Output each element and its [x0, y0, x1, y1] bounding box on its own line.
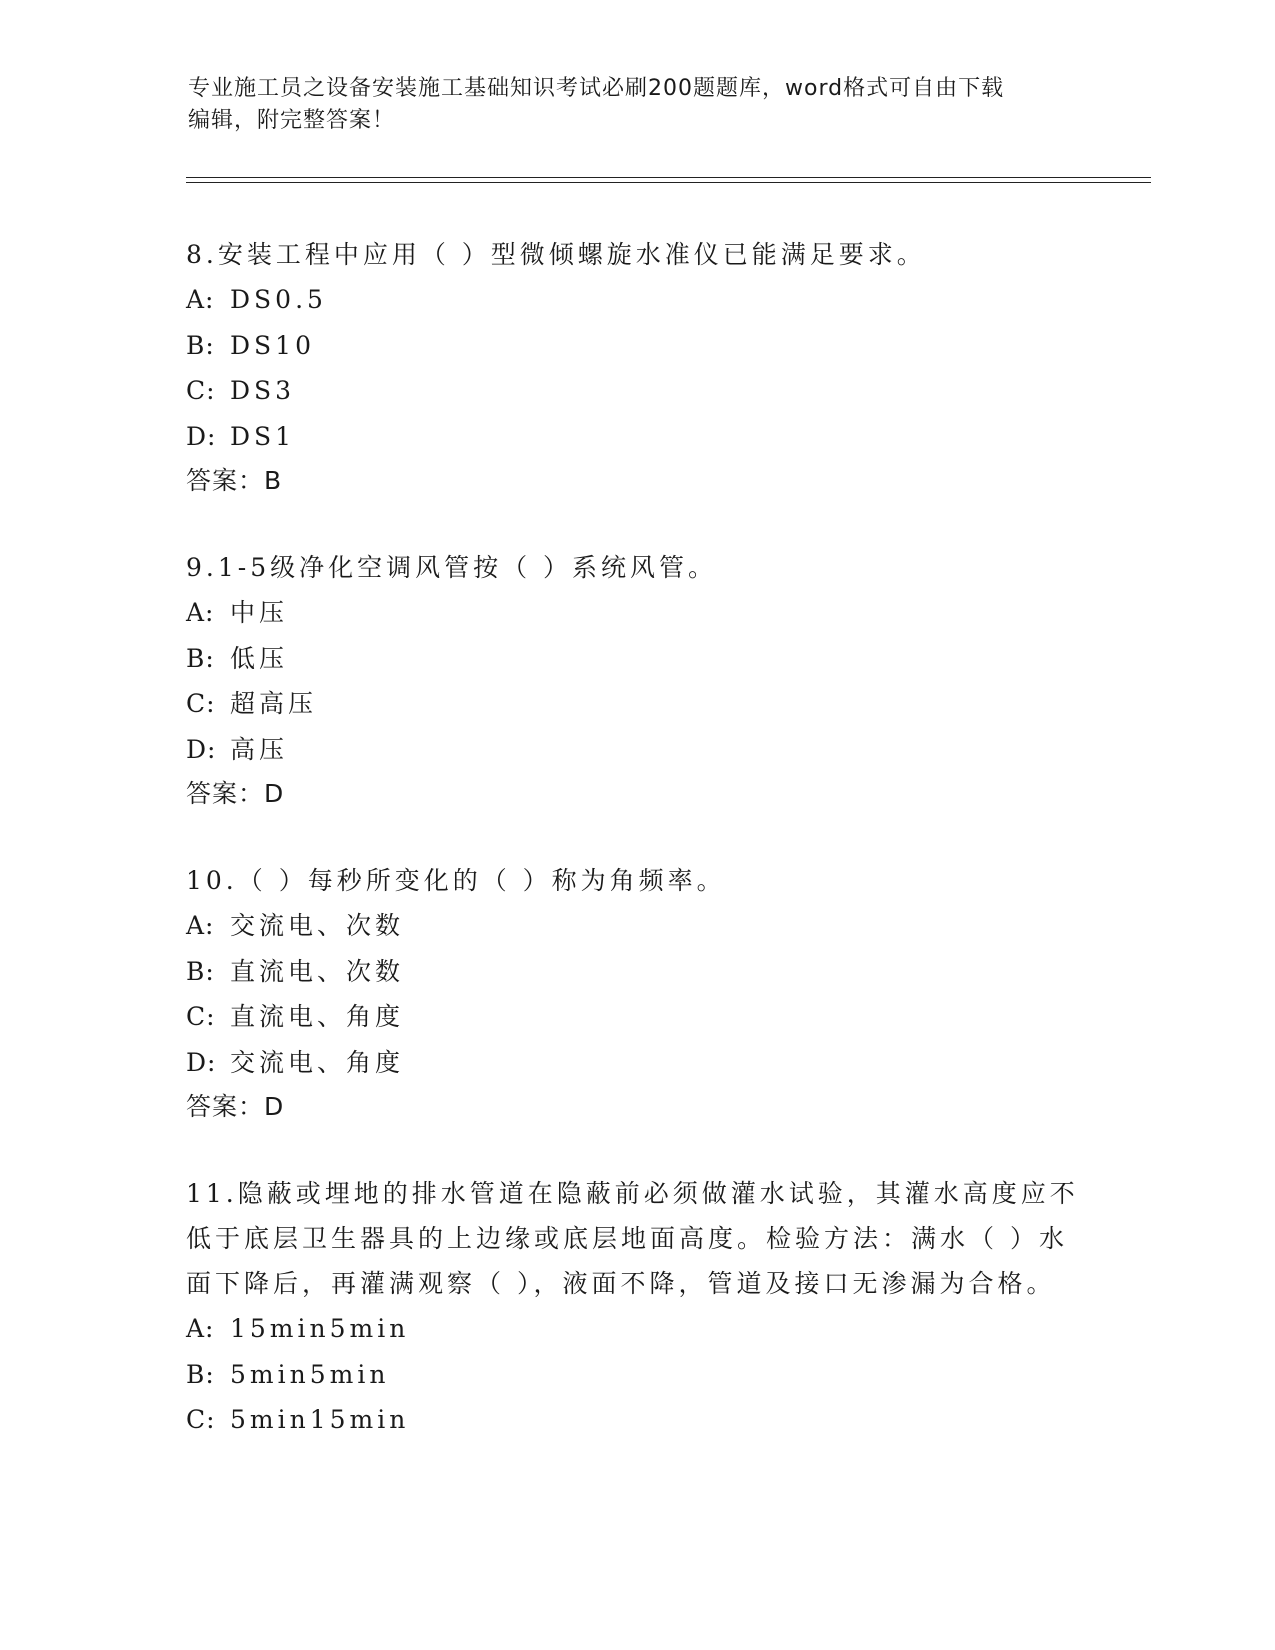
- answer-text: 答案：D: [186, 779, 285, 808]
- option-c: [186, 368, 1086, 414]
- option-label: C:: [186, 1405, 216, 1434]
- option-label: C:: [186, 1002, 216, 1031]
- option-b: [186, 1352, 1086, 1398]
- question-11: [186, 1171, 1086, 1443]
- option-text: 中压: [230, 598, 289, 627]
- option-label: A:: [186, 1314, 215, 1343]
- question-stem: 10.（ ）每秒所变化的（ ）称为角频率。: [186, 866, 726, 895]
- option-d: [186, 727, 1086, 773]
- option-text: 交流电、次数: [230, 911, 405, 940]
- option-d: [186, 1040, 1086, 1086]
- option-label: B:: [186, 956, 215, 986]
- option-text: 5min5min: [230, 1359, 390, 1389]
- option-label: A:: [186, 285, 215, 314]
- option-text: 低压: [230, 643, 289, 673]
- question-10: [186, 858, 1086, 1129]
- answer-text: 答案：D: [186, 1092, 285, 1121]
- header-title-line-1: 专业施工员之设备安装施工基础知识考试必刷200题题库，word格式可自由下载: [188, 76, 1005, 101]
- option-label: D:: [186, 421, 217, 451]
- option-d: [186, 414, 1086, 460]
- option-text: DS1: [230, 421, 296, 451]
- option-label: C:: [186, 376, 216, 405]
- option-text: 交流电、角度: [230, 1047, 405, 1077]
- option-text: 高压: [230, 734, 289, 764]
- option-label: D:: [186, 1047, 217, 1077]
- header-divider-top: [186, 177, 1151, 178]
- header-divider-bottom: [186, 182, 1151, 183]
- option-b: [186, 949, 1086, 995]
- option-label: B:: [186, 330, 215, 360]
- option-label: A:: [186, 598, 215, 627]
- option-label: B:: [186, 1359, 215, 1389]
- option-text: 超高压: [230, 689, 318, 718]
- option-c: [186, 994, 1086, 1040]
- option-text: DS10: [230, 330, 315, 360]
- option-text: 直流电、次数: [230, 956, 405, 986]
- question-8: [186, 232, 1086, 503]
- option-text: DS3: [230, 376, 296, 405]
- option-b: [186, 636, 1086, 682]
- option-a: [186, 277, 1086, 323]
- option-a: [186, 590, 1086, 636]
- question-list: [186, 232, 1086, 1485]
- option-text: 直流电、角度: [230, 1002, 405, 1031]
- option-label: D:: [186, 734, 217, 764]
- option-label: A:: [186, 911, 215, 940]
- header-title-line-2: 编辑，附完整答案！: [188, 108, 396, 133]
- option-label: C:: [186, 689, 216, 718]
- document-header: [188, 73, 1088, 137]
- option-a: [186, 1306, 1086, 1352]
- option-text: 15min5min: [230, 1314, 410, 1343]
- question-9: [186, 545, 1086, 816]
- option-text: DS0.5: [230, 285, 327, 314]
- option-c: [186, 1397, 1086, 1443]
- question-stem: 9.1-5级净化空调风管按（ ）系统风管。: [186, 553, 718, 582]
- option-c: [186, 681, 1086, 727]
- option-a: [186, 903, 1086, 949]
- option-text: 5min15min: [230, 1405, 410, 1434]
- answer-text: 答案：B: [186, 466, 283, 495]
- question-stem: 8.安装工程中应用（ ）型微倾螺旋水准仪已能满足要求。: [186, 240, 926, 269]
- option-label: B:: [186, 643, 215, 673]
- question-stem: 11.隐蔽或埋地的排水管道在隐蔽前必须做灌水试验，其灌水高度应不低于底层卫生器具的上边缘或底层地面高度。检验方法：满水（ ）水面下降后，再灌满观察（ ），液面不降，管道及接口无渗漏为合格。: [186, 1179, 1079, 1298]
- option-b: [186, 323, 1086, 369]
